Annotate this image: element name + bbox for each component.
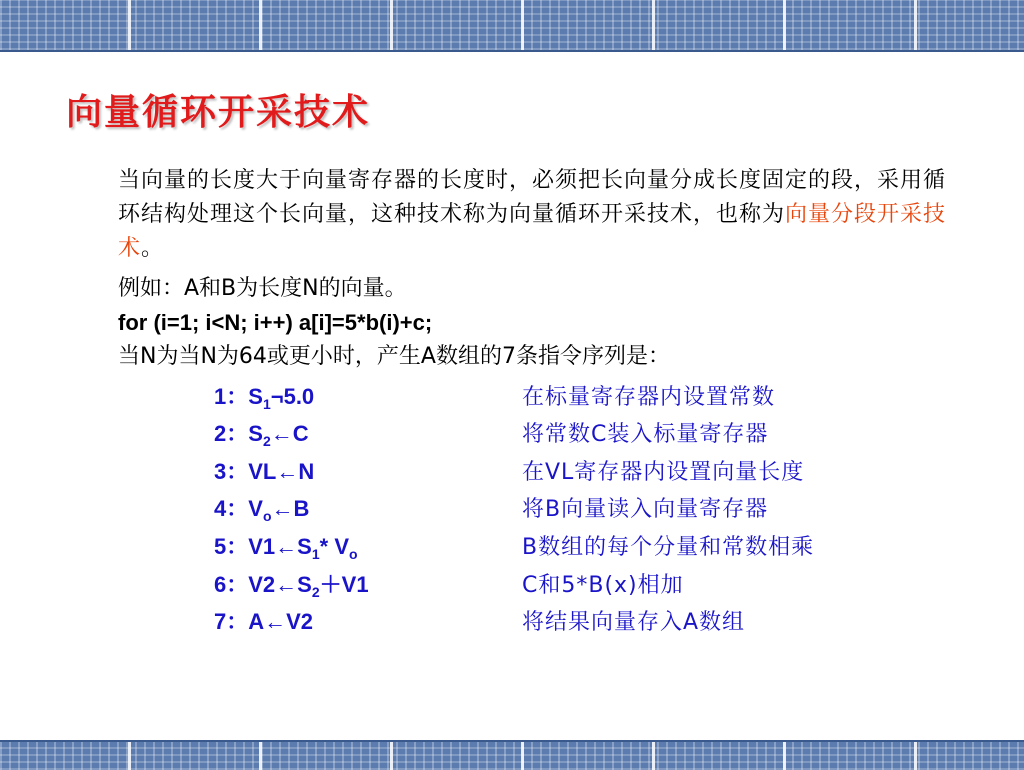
step-7-instruction: 7：A←V2 — [214, 609, 314, 634]
step-1-instruction: 1：$S_1\neg 5.0$ — [214, 384, 315, 412]
step-6-instruction: 6：$V2\leftarrow S_2+V1$ — [214, 572, 369, 600]
bottom-decorative-band — [0, 740, 1024, 770]
paragraph-end: 。 — [141, 236, 165, 261]
step-6-description: C和5*B(x)相加 — [522, 573, 684, 598]
step-7-description: 将结果向量存入A数组 — [522, 610, 746, 635]
step-5-description: B数组的每个分量和常数相乘 — [522, 535, 815, 560]
slide-title: 向量循环开采技术 — [66, 91, 371, 133]
intro-paragraph — [118, 164, 948, 266]
code-line: for (i=1; i<N; i++) a[i]=5*b(i)+c; — [118, 310, 433, 335]
step-4-instruction: 4：$V_o\leftarrow B$ — [214, 496, 310, 524]
step-5-instruction: 5：$V1\leftarrow S_1*$ $V_o$ — [214, 534, 358, 562]
sequence-intro-line: 当N为当N为64或更小时，产生A数组的7条指令序列是： — [118, 344, 670, 369]
paragraph-highlight: 向量分段开采技术 — [118, 202, 947, 261]
step-1-description: 在标量寄存器内设置常数 — [522, 385, 776, 410]
step-2-description: 将常数C装入标量寄存器 — [522, 422, 769, 447]
example-line: 例如：A和B为长度N的向量。 — [118, 276, 407, 301]
step-2-instruction: 2：$S_2\leftarrow C$ — [214, 421, 309, 449]
top-decorative-band — [0, 0, 1024, 52]
paragraph-text: 当向量的长度大于向量寄存器的长度时，必须把长向量分成长度固定的段，采用循环结构处理这个长向量，这种技术称为向量循环开采技术，也称为 — [118, 168, 947, 227]
step-4-description: 将B向量读入向量寄存器 — [522, 497, 769, 522]
step-3-instruction: 3：VL←N — [214, 459, 315, 484]
step-3-description: 在VL寄存器内设置向量长度 — [522, 460, 805, 485]
